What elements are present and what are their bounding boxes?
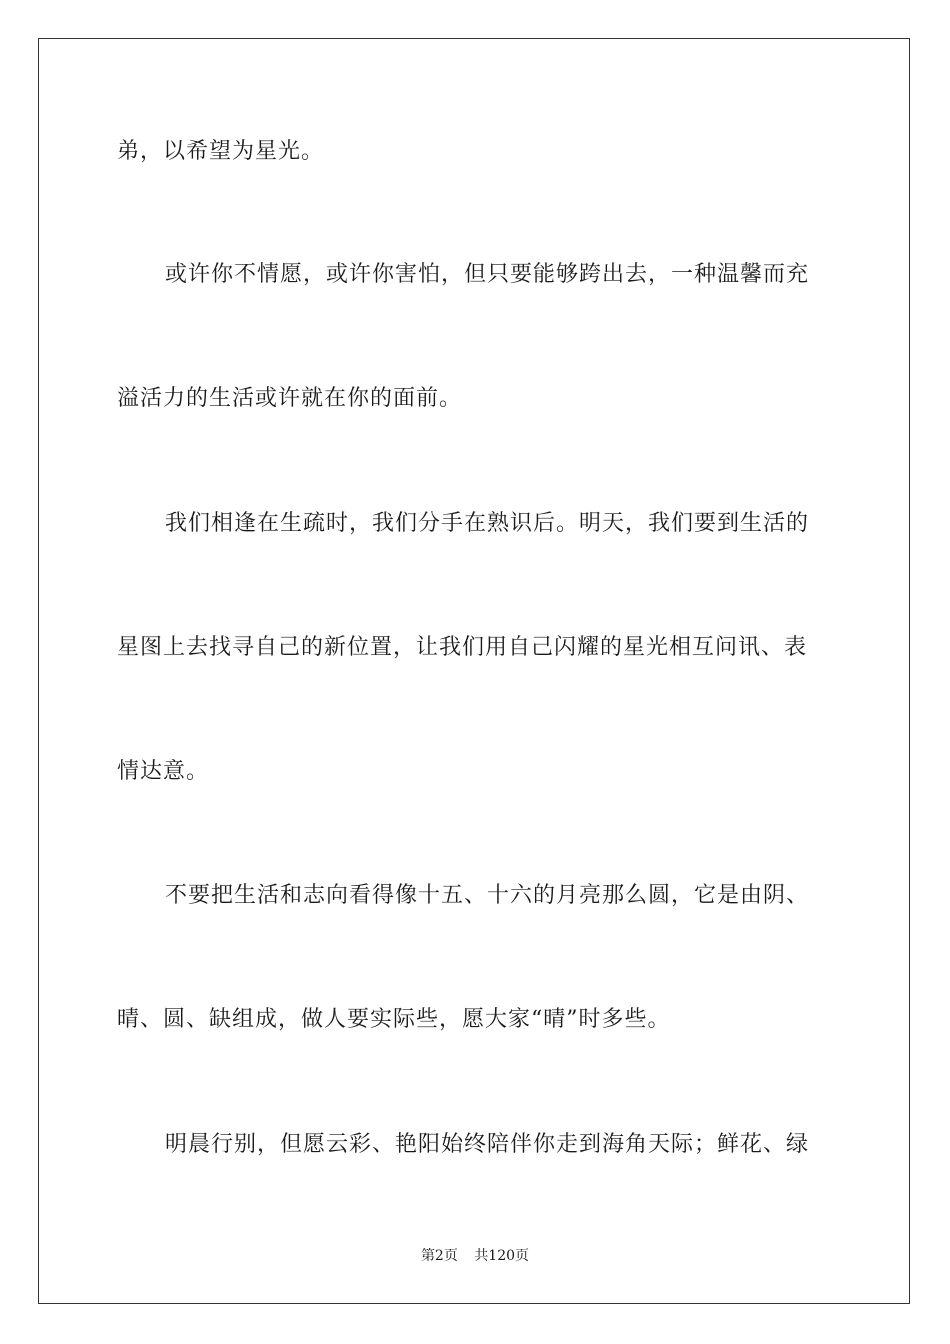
text-line-8: 晴、圆、缺组成，做人要实际些，愿大家“晴”时多些。	[117, 1007, 671, 1032]
text-line-1: 弟，以希望为星光。	[117, 139, 325, 164]
text-line-5: 星图上去找寻自己的新位置，让我们用自己闪耀的星光相互问讯、表	[117, 635, 808, 660]
text-line-7: 不要把生活和志向看得像十五、十六的月亮那么圆，它是由阴、	[165, 883, 810, 908]
text-line-3: 溢活力的生活或许就在你的面前。	[117, 386, 463, 411]
page-footer	[0, 1246, 950, 1266]
total-pages: 共120页	[474, 1248, 530, 1264]
text-line-4: 我们相逢在生疏时，我们分手在熟识后。明天，我们要到生活的	[165, 511, 810, 536]
text-line-6: 情达意。	[117, 759, 210, 784]
page-border	[38, 38, 910, 1304]
text-line-2: 或许你不情愿，或许你害怕，但只要能够跨出去，一种温馨而充	[165, 262, 810, 287]
page-number: 第2页	[420, 1248, 458, 1264]
text-line-9: 明晨行别，但愿云彩、艳阳始终陪伴你走到海角天际；鲜花、绿	[165, 1132, 810, 1157]
